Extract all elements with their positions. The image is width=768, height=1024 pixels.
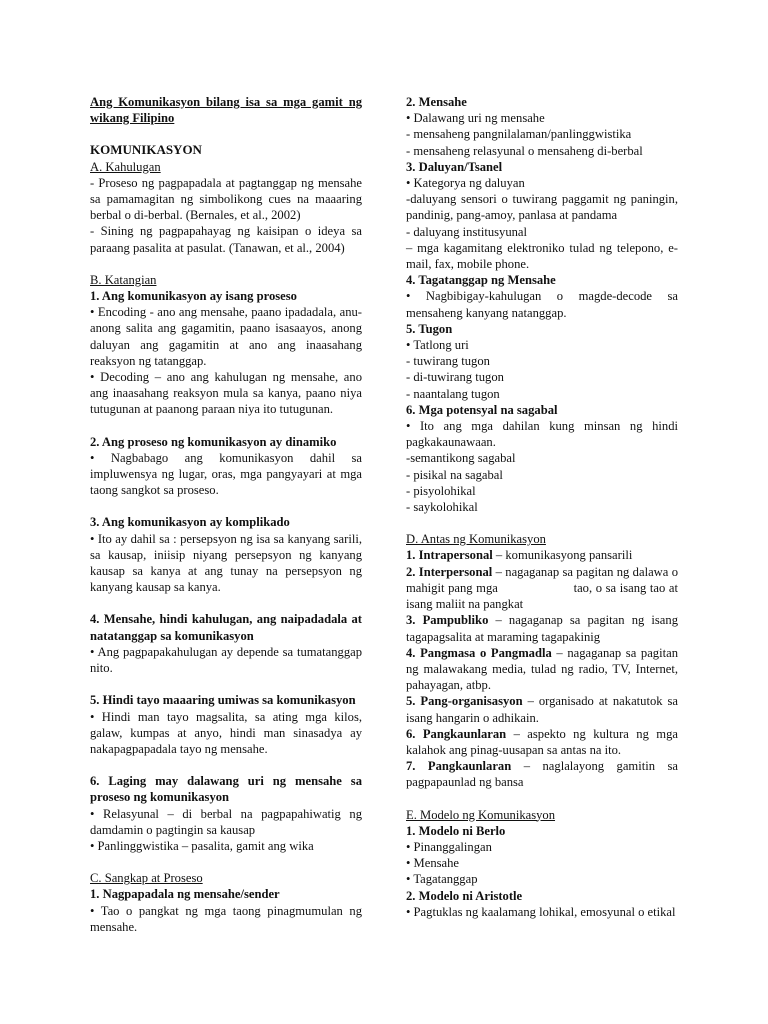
block-line: -daluyang sensori o tuwirang paggamit ng paningin, pandinig, pang-amoy, panlasa at pandama [406,192,678,223]
katangian-title: 2. Ang proseso ng komunikasyon ay dinamiko [90,434,337,449]
katangian-section [90,611,362,676]
sangkap-title: 1. Nagpapadala ng mensahe/sender [90,887,280,902]
section-label-katangian: B. Katangian [90,272,157,287]
modelo-item: • Mensahe [406,856,460,871]
katangian-section [90,514,362,595]
antas-desc: – organisado at nakatutok sa isang hangarin o adhikain. [406,694,679,725]
katangian-line: • Encoding - ano ang mensahe, paano ipadadala, anu-anong salita ang gagamitin, paano isasaayos, anong daluyan ang gagamitin at ano ang inaasahang reaksyon ng tatanggap. [90,305,362,368]
katangian-line: • Hindi man tayo magsalita, sa ating mga kilos, galaw, kumpas at anyo, hindi man sinasadya ay nakapagpapadala tayo ng mensahe. [90,709,362,756]
block-line: • Ito ang mga dahilan kung minsan ng hindi pagkakaunawaan. [406,419,678,450]
section-label-antas: D. Antas ng Komunikasyon [406,532,546,547]
definition-item: - Proseso ng pagpapadala at pagtanggap ng mensahe sa pamamagitan ng simbolikong cues na maaaring berbal o di-berbal. (Bernales, et al., 2002) [90,175,362,223]
sangkap-block [406,159,678,272]
modelo-item: • Tagatanggap [406,872,478,887]
antas-term: 4. Pangmasa o Pangmadla [406,645,552,660]
block-title: 2. Mensahe [406,95,467,109]
main-heading: KOMUNIKASYON [90,142,202,158]
antas-desc: – komunikasyong pansarili [492,548,633,563]
antas-item [406,693,678,725]
section-label-kahulugan: A. Kahulugan [90,159,161,174]
definition-item: - Sining ng pagpapahayag ng kaisipan o ideya sa paraang pasalita at pasulat. (Tanawan, et al., 2004) [90,224,362,255]
katangian-line: • Nagbabago ang komunikasyon dahil sa impluwensya ng lugar, oras, mga pangyayari at mga taong sangkot sa proseso. [90,450,362,498]
section-label-modelo: E. Modelo ng Komunikasyon [406,807,556,822]
block-line: • Dalawang uri ng mensahe [406,111,545,126]
antas-term: 2. Interpersonal [406,564,493,579]
block-line: - saykolohikal [406,500,478,515]
katangian-line: • Decoding – ano ang kahulugan ng mensahe, ano ang inaasahang reaksyon mula sa kanya, paano niya tutugunan at paanong paraan niya ito tutugunan. [90,370,362,417]
sangkap-line: • Tao o pangkat ng mga taong pinagmumulan ng mensahe. [90,903,362,934]
katangian-title: 6. Laging may dalawang uri ng mensahe sa proseso ng komunikasyon [90,774,362,805]
sangkap-block [406,94,678,159]
block-line: • Nagbibigay-kahulugan o magde-decode sa mensaheng kanyang natanggap. [406,289,678,320]
sangkap-block [406,272,678,321]
antas-item [406,564,682,613]
katangian-section [90,773,362,854]
block-line: • Kategorya ng daluyan [406,176,525,191]
block-line: – mga kagamitang elektroniko tulad ng telepono, e-mail, fax, mobile phone. [406,240,678,272]
block-line: - di-tuwirang tugon [406,370,504,385]
katangian-line: • Ito ay dahil sa : persepsyon ng isa sa kanyang sarili, sa kausap, iniisip niyang persepsyon ng kanyang kausap sa kanya at ang tunay na persepsyon ng kanyang kausap sa kanya. [90,531,362,595]
block-line: - mensaheng pangnilalaman/panlinggwistika [406,127,632,142]
block-line: - naantalang tugon [406,386,500,401]
katangian-section [90,288,362,418]
katangian-title: 3. Ang komunikasyon ay komplikado [90,515,290,530]
katangian-line: • Relasyunal – di berbal na pagpapahiwatig ng damdamin o pagtingin sa kausap [90,806,362,837]
block-title: 3. Daluyan/Tsanel [406,159,503,174]
block-line: - pisikal na sagabal [406,467,503,482]
antas-item [406,645,678,694]
block-line: - pisyolohikal [406,483,476,498]
block-line: - tuwirang tugon [406,354,490,369]
modelo-berlo-title: 1. Modelo ni Berlo [406,823,506,838]
block-title: 4. Tagatanggap ng Mensahe [406,273,556,288]
block-line: • Tatlong uri [406,338,469,353]
modelo-item: • Pinanggalingan [406,839,492,854]
sangkap-block [406,402,678,515]
antas-term: 6. Pangkaunlaran [406,726,507,741]
antas-item [406,726,678,758]
katangian-title: 1. Ang komunikasyon ay isang proseso [90,289,297,304]
katangian-section [90,692,362,757]
antas-desc: – nagaganap sa pagitan ng malawakang media, tulad ng radio, TV, Internet, pahayagan, atbp. [406,645,678,693]
antas-desc: – nagaganap sa pagitan ng isang tagapagsalita at maraming tagapakinig [406,613,678,644]
right-column [406,94,682,920]
antas-item [406,547,678,563]
modelo-item: • Pagtuklas ng kaalamang lohikal, emosyunal o etikal [406,904,676,919]
block-line: - daluyang institusyunal [406,224,528,239]
antas-item [406,612,678,644]
katangian-title: 4. Mensahe, hindi kahulugan, ang naipadadala at natatanggap sa komunikasyon [90,612,362,643]
antas-term: 3. Pampubliko [406,613,489,628]
antas-desc: – nagaganap sa pagitan ng dalawa o mahigit pang mga tao, o sa isang tao at isang maliit na pangkat [406,564,682,612]
modelo-aristotle-title: 2. Modelo ni Aristotle [406,888,523,903]
antas-term: 5. Pang-organisasyon [406,694,523,709]
block-title: 5. Tugon [406,321,453,336]
katangian-title: 5. Hindi tayo maaaring umiwas sa komunikasyon [90,693,356,708]
antas-desc: – aspekto ng kultura ng mga kalahok ang pinag-uusapan sa antas na ito. [406,726,678,757]
left-column [90,94,362,935]
antas-term: 1. Intrapersonal [406,548,493,563]
katangian-section [90,434,362,499]
block-line: -semantikong sagabal [406,451,516,466]
katangian-line: • Ang pagpapakahulugan ay depende sa tumatanggap nito. [90,644,362,676]
sangkap-block [406,321,678,402]
antas-desc: – naglalayong gamitin sa pagpapaunlad ng bansa [406,759,679,790]
block-line: - mensaheng relasyunal o mensaheng di-berbal [406,143,643,158]
block-title: 6. Mga potensyal na sagabal [406,402,558,417]
antas-term: 7. Pangkaunlaran [406,759,512,774]
katangian-line: • Panlinggwistika – pasalita, gamit ang wika [90,838,314,853]
document-title: Ang Komunikasyon bilang isa sa mga gamit ng wikang Filipino [90,95,362,126]
section-label-sangkap: C. Sangkap at Proseso [90,871,203,886]
antas-item [406,758,678,790]
